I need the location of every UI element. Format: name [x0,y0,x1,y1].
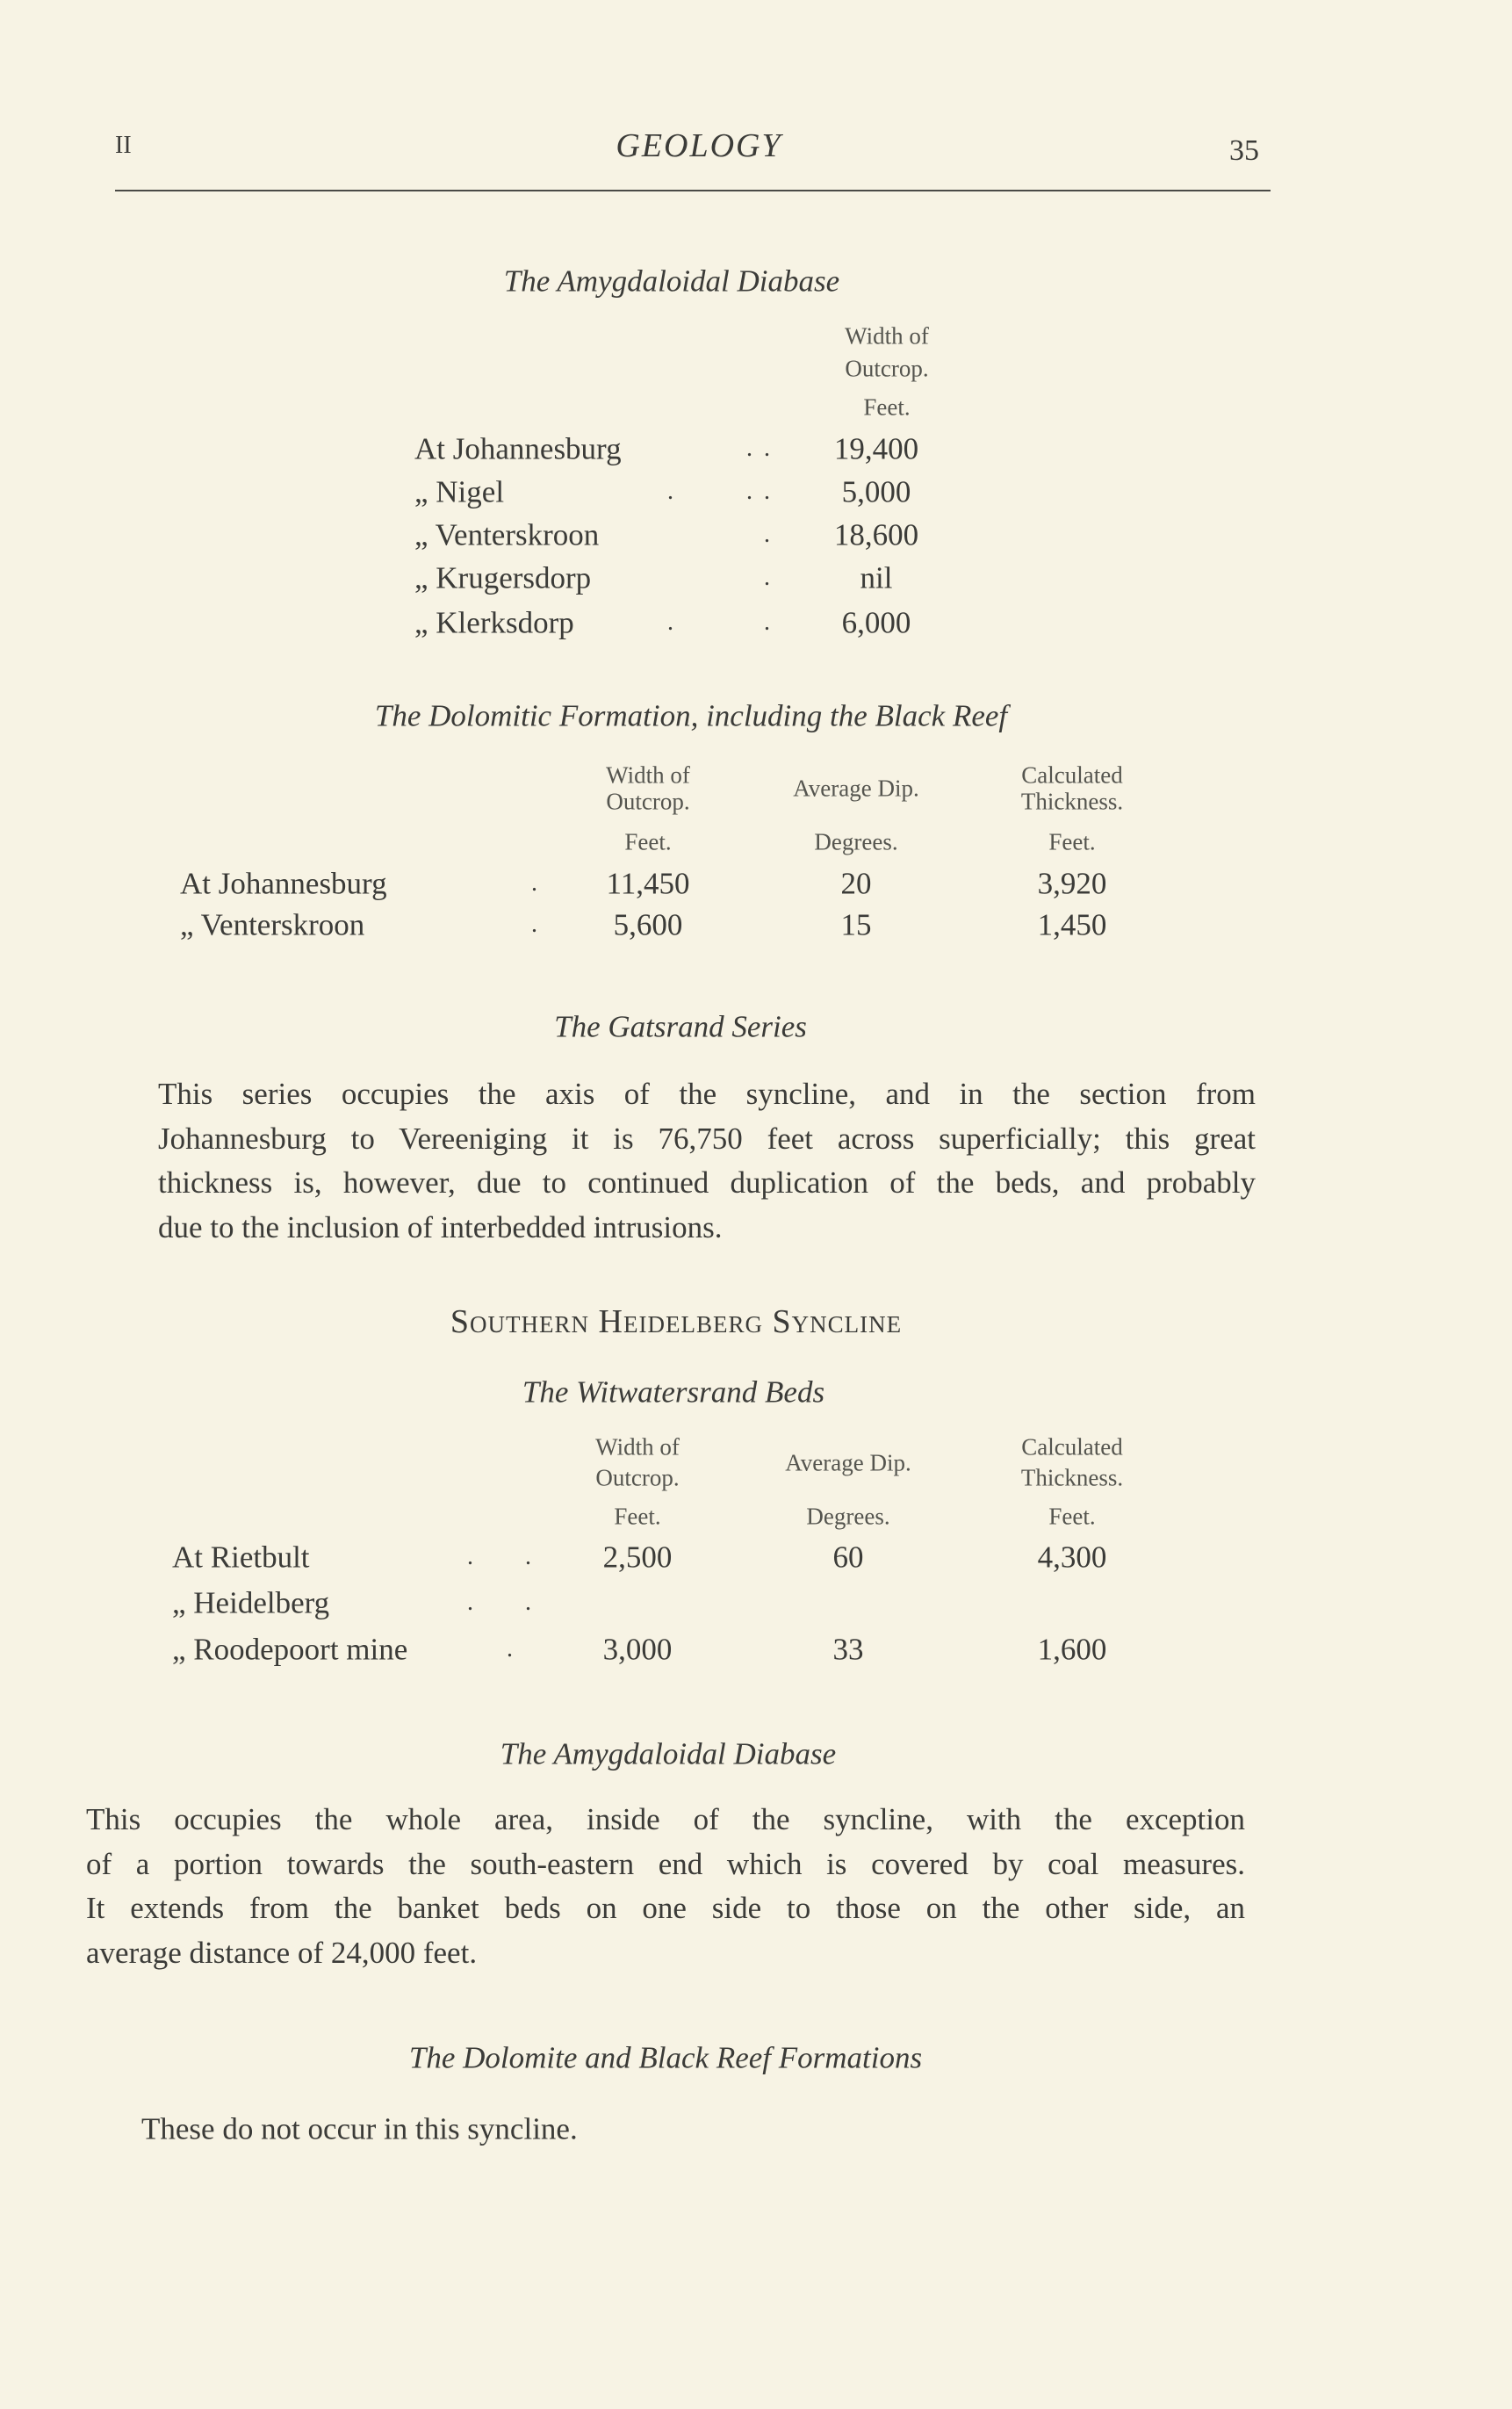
row-value: 19,400 [833,431,919,466]
running-title: GEOLOGY [616,127,782,164]
row-thickness: 1,450 [1037,907,1107,942]
leader-dot: . [531,911,537,938]
line: average distance of 24,000 feet. [86,1935,478,1970]
paragraph [158,1072,1256,1250]
row-width: 2,500 [602,1540,673,1575]
line: due to the inclusion of interbedded intrusions. [158,1209,723,1244]
leader-dot: . [764,521,770,548]
row-label: „ Krugersdorp [414,560,592,595]
paragraph [86,1798,1245,1975]
col-header: Thickness. [1020,1464,1124,1491]
row-value: 6,000 [841,605,911,640]
section-title: The Amygdaloidal Diabase [503,263,840,299]
col-header: Outcrop. [606,788,690,815]
col-unit: Degrees. [806,1503,890,1530]
row-label: „ Nigel [414,474,505,509]
leader-dot: . [764,609,770,636]
row-thickness: 1,600 [1037,1632,1107,1667]
section-title: The Gatsrand Series [554,1009,807,1044]
line: This occupies the whole area, inside of the syncline, with the exception [86,1802,1245,1836]
col-unit: Feet. [1048,828,1096,855]
leader-dot: . [667,609,673,636]
row-label: At Johannesburg [414,431,622,466]
leader-dot: . [467,1589,473,1616]
row-thickness: 3,920 [1037,866,1107,901]
col-header: Width of [606,761,690,789]
col-header: Outcrop. [845,355,929,382]
line: thickness is, however, due to continued duplication of the beds, and probably [158,1165,1256,1200]
section-title: The Dolomite and Black Reef Formations [408,2040,923,2075]
col-unit: Degrees. [814,828,898,855]
paragraph: These do not occur in this syncline. [141,2111,578,2146]
col-header: Thickness. [1020,788,1124,815]
col-unit: Feet. [624,828,672,855]
col-unit: Feet. [863,393,911,421]
section-title: The Dolomitic Formation, including the Black Reef [374,698,1008,733]
leader-dot: . [746,435,752,462]
row-width: 3,000 [602,1632,673,1667]
row-dip: 20 [840,866,872,901]
row-dip: 15 [840,907,872,942]
col-unit: Feet. [1048,1503,1096,1530]
leader-dot: . [764,564,770,591]
leader-dot: . [667,478,673,505]
row-width: 11,450 [606,866,690,901]
line: of a portion towards the south-eastern end which is covered by coal measures. [86,1846,1245,1881]
section-title: The Witwatersrand Beds [522,1374,825,1410]
row-label: At Johannesburg [180,866,387,901]
row-label: „ Roodepoort mine [172,1632,408,1667]
leader-dot: . [764,435,770,462]
leader-dot: . [764,478,770,505]
col-header: Width of [845,322,929,350]
section-heading: Southern Heidelberg Syncline [450,1303,903,1340]
col-header: Outcrop. [595,1464,680,1491]
row-width: 5,600 [613,907,683,942]
row-thickness: 4,300 [1037,1540,1107,1575]
col-unit: Feet. [614,1503,661,1530]
header-rule [115,190,1271,191]
leader-dot: . [525,1589,531,1616]
col-header: Calculated [1021,1433,1123,1461]
col-header: Width of [595,1433,680,1461]
col-header: Calculated [1021,761,1123,789]
leader-dot: . [525,1543,531,1570]
line: This series occupies the axis of the syncline, and in the section from [158,1077,1256,1111]
leader-dot: . [467,1543,473,1570]
row-label: „ Klerksdorp [414,605,574,640]
row-label: „ Venterskroon [414,517,600,552]
leader-dot: . [507,1635,513,1662]
col-header: Average Dip. [793,775,919,802]
row-value: 5,000 [841,474,911,509]
line: Johannesburg to Vereeniging it is 76,750 feet across superficially; this great [158,1121,1256,1156]
row-dip: 60 [832,1540,864,1575]
row-label: „ Venterskroon [180,907,365,942]
page-number: 35 [1229,134,1259,167]
section-title: The Amygdaloidal Diabase [500,1736,837,1771]
line: It extends from the banket beds on one side to those on the other side, an [86,1891,1245,1925]
row-dip: 33 [832,1632,864,1667]
chapter-number: II [115,132,132,159]
row-label: At Rietbult [172,1540,310,1575]
row-label: „ Heidelberg [172,1585,330,1620]
row-value: 18,600 [833,517,919,552]
leader-dot: . [746,478,752,505]
col-header: Average Dip. [785,1449,911,1475]
leader-dot: . [531,869,537,897]
row-value: nil [860,560,893,595]
